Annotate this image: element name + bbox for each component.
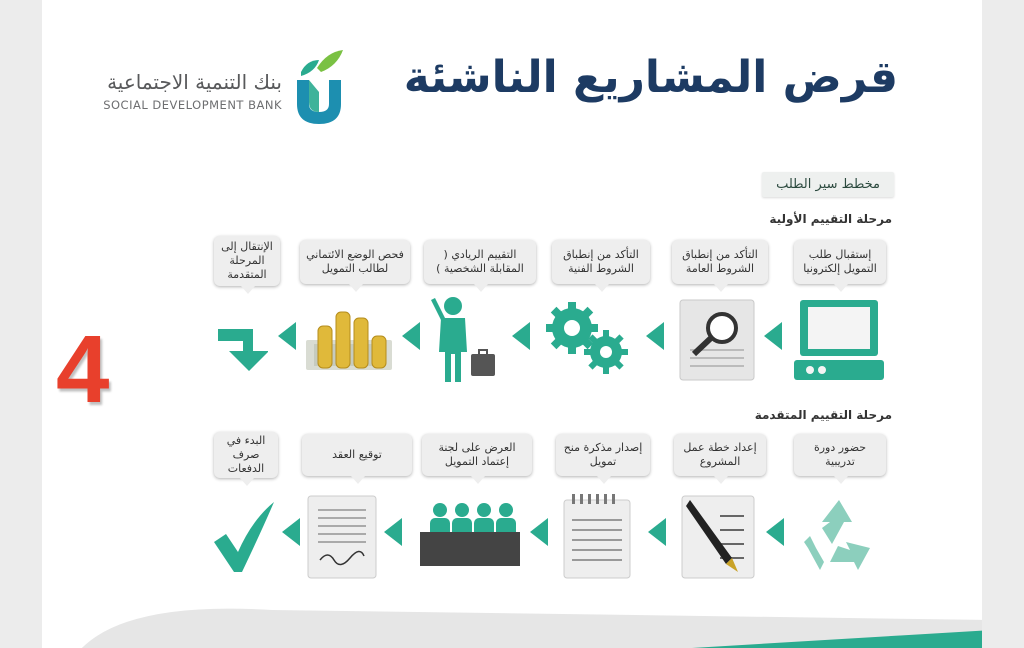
stage1-step-2-text: التأكد من إنطباق الشروط العامة: [672, 240, 768, 284]
page: [42, 0, 982, 648]
flow-arrow: [764, 322, 782, 350]
stage1-step-5-text: فحص الوضع الائتماني لطالب التمويل: [300, 240, 410, 284]
contract-icon: [306, 494, 378, 580]
stage1-label: مرحلة التقييم الأولية: [769, 212, 892, 226]
stage2-label: مرحلة التقييم المتقدمة: [754, 408, 892, 422]
stage2-step-1-text: حضور دورة تدريبية: [794, 434, 886, 476]
coins-icon: [304, 304, 396, 374]
logo-arabic-text: بنك التنمية الاجتماعية: [107, 70, 282, 94]
stage2-step-4-text: العرض على لجنة إعتماد التمويل: [422, 434, 532, 476]
flow-arrow: [646, 322, 664, 350]
flow-arrow: [402, 322, 420, 350]
businessman-icon: [427, 296, 499, 384]
checkmark-icon: [212, 500, 278, 574]
notepad-icon: [562, 494, 632, 580]
recycle-icon: [800, 496, 878, 578]
footer-decoration: [72, 600, 982, 648]
bank-logo: [82, 42, 352, 132]
down-arrow-icon: [218, 318, 268, 376]
flow-arrow: [384, 518, 402, 546]
stage1-step-4-text: التقييم الريادي ( المقابلة الشخصية ): [424, 240, 536, 284]
flow-arrow: [766, 518, 784, 546]
stage2-step-6-text: البدء في صرف الدفعات: [214, 432, 278, 478]
stage1-step-3-text: التأكد من إنطباق الشروط الفنية: [552, 240, 650, 284]
flow-label: مخطط سير الطلب: [762, 172, 894, 197]
flow-arrow: [530, 518, 548, 546]
magnifier-icon: [678, 298, 756, 383]
pen-checklist-icon: [680, 494, 756, 580]
flow-arrow: [512, 322, 530, 350]
flow-arrow: [278, 322, 296, 350]
logo-mark-icon: [287, 42, 352, 132]
stage2-step-5-text: توقيع العقد: [302, 434, 412, 476]
page-title: قرض المشاريع الناشئة: [403, 52, 898, 103]
stage1-step-1-text: إستقبال طلب التمويل إلكترونيا: [794, 240, 886, 284]
computer-icon: [792, 298, 887, 383]
flow-arrow: [282, 518, 300, 546]
flow-arrow: [648, 518, 666, 546]
stage2-step-2-text: إعداد خطة عمل المشروع: [674, 434, 766, 476]
stage1-step-6-text: الإنتقال إلى المرحلة المتقدمة: [214, 236, 280, 286]
logo-english-text: SOCIAL DEVELOPMENT BANK: [103, 98, 282, 112]
gears-icon: [542, 298, 634, 378]
committee-icon: [418, 502, 522, 568]
stage2-step-3-text: إصدار مذكرة منح تمويل: [556, 434, 650, 476]
step-number: 4: [56, 316, 110, 423]
